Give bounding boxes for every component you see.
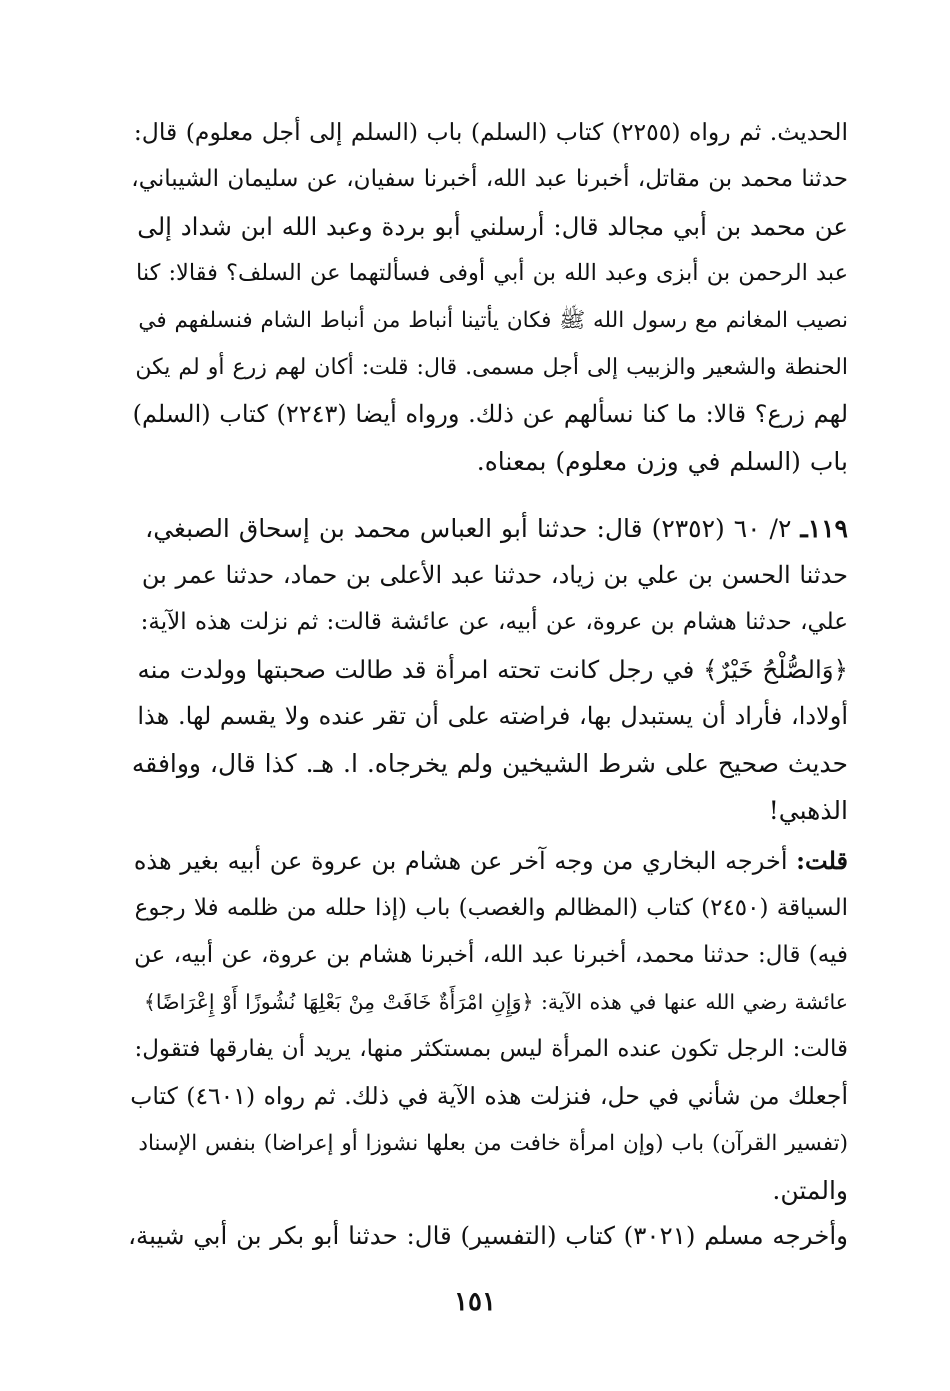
paragraph-hadith-continuation <box>128 109 848 485</box>
text-line-rest: ٢/ ٦٠ (٢٣٥٢) قال: حدثنا أبو العباس محمد بن إسحاق الصبغي، <box>145 514 792 543</box>
text-line-rest: أخرجه البخاري من وجه آخر عن هشام بن عروة عن أبيه بغير هذه <box>133 847 788 875</box>
text-line: باب (السلم في وزن معلوم) بمعناه. <box>476 447 848 476</box>
text-line: علي، حدثنا هشام بن عروة، عن أبيه، عن عائشة قالت: ثم نزلت هذه الآية: <box>140 609 848 635</box>
text-line: لهم زرع؟ قالا: ما كنا نسألهم عن ذلك. ورواه أيضا (٢٢٤٣) كتاب (السلم) <box>132 400 848 428</box>
text-line: عبد الرحمن بن أبزى وعبد الله بن أبي أوفى فسألتهما عن السلف؟ فقالا: كنا <box>135 260 848 286</box>
text-line: حدثنا محمد بن مقاتل، أخبرنا عبد الله، أخبرنا سفيان، عن سليمان الشيباني، <box>131 166 848 192</box>
text-line: فيه) قال: حدثنا محمد، أخبرنا عبد الله، أخبرنا هشام بن عروة، عن أبيه، عن <box>134 942 848 968</box>
text-line: عن محمد بن أبي مجالد قال: أرسلني أبو بردة وعبد الله ابن شداد إلى <box>137 212 848 241</box>
paragraph-muslim-reference <box>128 1212 848 1259</box>
paragraph-commentary <box>128 837 848 1214</box>
text-line-first <box>128 505 848 552</box>
text-line: والمتن. <box>772 1176 848 1205</box>
text-line: وأخرجه مسلم (٣٠٢١) كتاب (التفسير) قال: حدثنا أبو بكر بن أبي شيبة، <box>128 1221 848 1250</box>
text-line-first <box>128 837 848 885</box>
text-line: عائشة رضي الله عنها في هذه الآية: ﴿وَإِنِ امْرَأَةٌ خَافَتْ مِنْ بَعْلِهَا نُشُوزًا أَوْ إِعْرَاضًا﴾ <box>143 990 848 1014</box>
page-number: ١٥١ <box>454 1287 496 1317</box>
paragraph-hadith-119 <box>128 505 848 834</box>
text-line: حدثنا الحسن بن علي بن زياد، حدثنا عبد الأعلى بن حماد، حدثنا عمر بن <box>141 561 848 589</box>
hadith-number: ١١٩ـ <box>800 514 848 543</box>
text-line: قالت: الرجل تكون عنده المرأة ليس بمستكثر منها، يريد أن يفارقها فتقول: <box>134 1036 848 1062</box>
text-line: السياقة (٢٤٥٠) كتاب (المظالم والغصب) باب (إذا حلله من ظلمه فلا رجوع <box>134 895 848 921</box>
text-line: الحديث. ثم رواه (٢٢٥٥) كتاب (السلم) باب (السلم إلى أجل معلوم) قال: <box>133 118 848 146</box>
text-line: الذهبي! <box>768 796 848 825</box>
text-line: (تفسير القرآن) باب (وإن امرأة خافت من بعلها نشوزا أو إعراضا) بنفس الإسناد <box>138 1131 848 1156</box>
text-line: أولادا، فأراد أن يستبدل بها، فراضته على أن تقر عنده ولا يقسم لها. هذا <box>137 702 848 730</box>
text-line: أجعلك من شأني في حل، فنزلت هذه الآية في ذلك. ثم رواه (٤٦٠١) كتاب <box>130 1082 848 1110</box>
text-line: نصيب المغانم مع رسول الله ﷺ فكان يأتينا أنباط من أنباط الشام فنسلفهم في <box>138 308 848 333</box>
text-line: الحنطة والشعير والزبيب إلى أجل مسمى. قال: قلت: أكان لهم زرع أو لم يكن <box>135 355 848 380</box>
text-line: حديث صحيح على شرط الشيخين ولم يخرجاه. ا. هـ. كذا قال، ووافقه <box>131 749 848 778</box>
text-line: ﴿وَالصُّلْحُ خَيْرٌ﴾ في رجل كانت تحته امرأة قد طالت صحبتها وولدت منه <box>137 655 848 684</box>
commentary-lead: قلت: <box>796 846 848 875</box>
